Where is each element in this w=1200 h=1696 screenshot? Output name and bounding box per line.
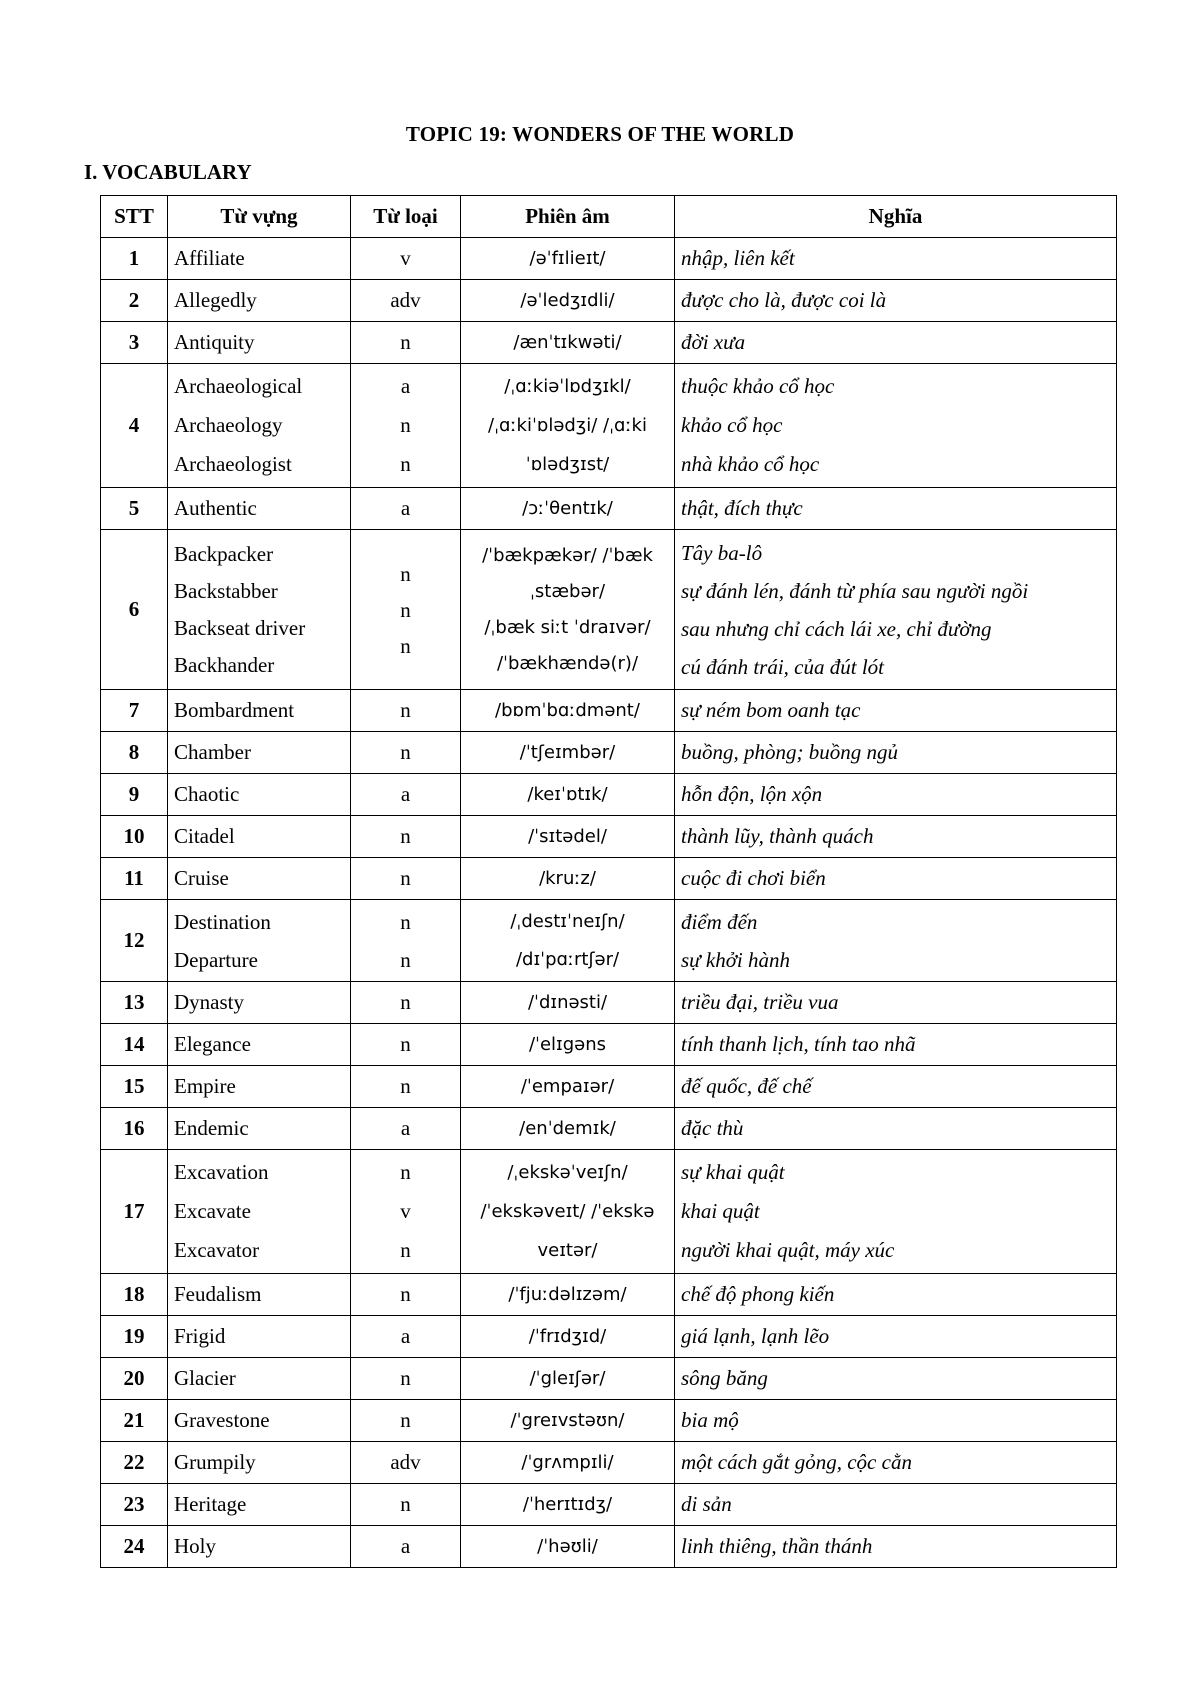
phonetic-cell (461, 238, 675, 280)
vocab-word: Cruise (174, 866, 229, 890)
meaning-text: cú đánh trái, của đút lót (681, 654, 884, 679)
table-row (101, 900, 1117, 982)
vocab-word: Allegedly (174, 288, 257, 312)
phonetic-cell (461, 732, 675, 774)
meaning-cell (675, 774, 1117, 816)
phonetic-cell (461, 1108, 675, 1150)
meaning-text: bia mộ (681, 1408, 739, 1432)
meaning-text: nhà khảo cổ học (681, 452, 820, 476)
phonetic-transcription: /ˈsɪtədel/ (528, 825, 607, 847)
vocab-word: Dynasty (174, 990, 244, 1014)
vocab-word: Gravestone (174, 1408, 270, 1432)
phonetic-transcription: /ˈfrɪdʒɪd/ (528, 1325, 607, 1347)
part-of-speech: adv (390, 1450, 421, 1474)
meaning-text: sự ném bom oanh tạc (681, 698, 861, 722)
part-of-speech-cell (351, 1066, 461, 1108)
part-of-speech: n (400, 1282, 411, 1306)
meaning-text: sông băng (681, 1366, 768, 1390)
vocab-word-cell (168, 1066, 351, 1108)
part-of-speech: n (400, 1238, 411, 1262)
phonetic-transcription: /ˈbækhændə(r)/ (496, 652, 639, 674)
phonetic-transcription: /ˈgleɪʃər/ (529, 1367, 606, 1389)
meaning-cell (675, 280, 1117, 322)
row-number: 7 (101, 690, 168, 732)
part-of-speech: n (400, 1074, 411, 1098)
row-number: 13 (101, 982, 168, 1024)
meaning-cell (675, 816, 1117, 858)
meaning-cell (675, 858, 1117, 900)
part-of-speech: n (400, 990, 411, 1014)
part-of-speech: n (400, 1366, 411, 1390)
part-of-speech: a (400, 782, 411, 806)
table-row (101, 1274, 1117, 1316)
part-of-speech-cell (351, 900, 461, 982)
vocab-word: Archaeology (174, 413, 283, 437)
meaning-text: điểm đến (681, 909, 758, 934)
vocab-word-cell (168, 1108, 351, 1150)
header-stt: STT (101, 196, 168, 238)
meaning-cell (675, 732, 1117, 774)
row-number: 8 (101, 732, 168, 774)
vocab-word-cell (168, 238, 351, 280)
part-of-speech: n (400, 452, 411, 476)
meaning-text: chế độ phong kiến (681, 1282, 835, 1306)
meaning-text: một cách gắt gỏng, cộc cằn (681, 1450, 912, 1474)
part-of-speech-cell (351, 1358, 461, 1400)
phonetic-transcription: ˈɒlədʒɪst/ (525, 454, 610, 475)
vocab-word: Archaeologist (174, 452, 292, 476)
vocab-word-cell (168, 322, 351, 364)
table-row (101, 774, 1117, 816)
part-of-speech: n (400, 909, 411, 934)
vocab-word-cell (168, 1442, 351, 1484)
meaning-text: tính thanh lịch, tính tao nhã (681, 1032, 916, 1056)
part-of-speech: n (400, 633, 411, 658)
meaning-text: buồng, phòng; buồng ngủ (681, 740, 898, 764)
vocab-word-cell (168, 858, 351, 900)
part-of-speech-cell (351, 1150, 461, 1274)
table-row (101, 280, 1117, 322)
row-number: 6 (101, 530, 168, 690)
table-row (101, 858, 1117, 900)
meaning-cell (675, 900, 1117, 982)
vocab-word-cell (168, 1274, 351, 1316)
part-of-speech-cell (351, 1484, 461, 1526)
header-ipa: Phiên âm (461, 196, 675, 238)
phonetic-transcription: /ˈbækpækər/ /ˈbæk (482, 544, 653, 566)
vocab-word: Destination (174, 909, 271, 934)
part-of-speech: n (400, 1408, 411, 1432)
part-of-speech-cell (351, 1526, 461, 1568)
table-row (101, 1150, 1117, 1274)
vocab-word-cell (168, 1150, 351, 1274)
row-number: 2 (101, 280, 168, 322)
phonetic-cell (461, 900, 675, 982)
phonetic-cell (461, 858, 675, 900)
row-number: 17 (101, 1150, 168, 1274)
part-of-speech-cell (351, 774, 461, 816)
header-meaning: Nghĩa (675, 196, 1117, 238)
phonetic-transcription: /enˈdemɪk/ (519, 1117, 616, 1139)
phonetic-cell (461, 1316, 675, 1358)
meaning-cell (675, 690, 1117, 732)
phonetic-transcription: /ˈhəʊli/ (537, 1535, 598, 1557)
vocab-word-cell (168, 1526, 351, 1568)
vocab-word: Antiquity (174, 330, 255, 354)
phonetic-transcription: veɪtər/ (537, 1240, 598, 1261)
meaning-cell (675, 1316, 1117, 1358)
vocab-word: Glacier (174, 1366, 236, 1390)
part-of-speech-cell (351, 732, 461, 774)
phonetic-transcription: /dɪˈpɑːrtʃər/ (515, 948, 620, 970)
meaning-text: linh thiêng, thần thánh (681, 1534, 873, 1558)
vocab-word: Backstabber (174, 578, 278, 603)
part-of-speech: n (400, 1492, 411, 1516)
vocab-word: Departure (174, 947, 258, 972)
vocab-word: Citadel (174, 824, 235, 848)
vocab-word-cell (168, 774, 351, 816)
row-number: 15 (101, 1066, 168, 1108)
meaning-text: đặc thù (681, 1116, 744, 1140)
meaning-text: nhập, liên kết (681, 246, 795, 270)
vocab-word: Backseat driver (174, 615, 306, 640)
part-of-speech-cell (351, 816, 461, 858)
vocab-word-cell (168, 1316, 351, 1358)
table-row (101, 690, 1117, 732)
header-word: Từ vựng (168, 196, 351, 238)
meaning-cell (675, 530, 1117, 690)
vocab-word: Archaeological (174, 374, 303, 398)
vocab-word: Chamber (174, 740, 251, 764)
meaning-text: thuộc khảo cổ học (681, 374, 835, 398)
meaning-text: di sản (681, 1492, 732, 1516)
part-of-speech-cell (351, 690, 461, 732)
row-number: 4 (101, 364, 168, 488)
phonetic-cell (461, 1442, 675, 1484)
part-of-speech: n (400, 1160, 411, 1184)
meaning-text: sự khai quật (681, 1160, 785, 1184)
section-heading: I. VOCABULARY (84, 160, 252, 184)
phonetic-transcription: /əˈfɪlieɪt/ (529, 247, 606, 269)
phonetic-transcription: /ˌɑːkiˈɒlədʒi/ /ˌɑːki (488, 415, 647, 436)
phonetic-transcription: /kruːz/ (539, 867, 596, 889)
table-row (101, 1526, 1117, 1568)
vocab-word-cell (168, 690, 351, 732)
phonetic-cell (461, 530, 675, 690)
phonetic-transcription: /ˈgrʌmpɪli/ (521, 1451, 614, 1473)
part-of-speech-cell (351, 1400, 461, 1442)
part-of-speech: v (400, 1199, 411, 1223)
part-of-speech-cell (351, 364, 461, 488)
meaning-text: đời xưa (681, 330, 746, 354)
phonetic-cell (461, 322, 675, 364)
vocab-word: Holy (174, 1534, 216, 1558)
meaning-cell (675, 1066, 1117, 1108)
phonetic-transcription: /ˈgreɪvstəʊn/ (510, 1409, 625, 1431)
part-of-speech-cell (351, 1108, 461, 1150)
part-of-speech-cell (351, 858, 461, 900)
row-number: 22 (101, 1442, 168, 1484)
meaning-text: đế quốc, đế chế (681, 1074, 812, 1098)
part-of-speech: n (400, 597, 411, 622)
phonetic-transcription: /ænˈtɪkwəti/ (513, 331, 622, 353)
meaning-text: sự đánh lén, đánh từ phía sau người ngồi (681, 578, 1029, 603)
vocab-word-cell (168, 488, 351, 530)
part-of-speech: n (400, 698, 411, 722)
vocab-word: Grumpily (174, 1450, 256, 1474)
page-title: TOPIC 19: WONDERS OF THE WORLD (405, 122, 795, 146)
part-of-speech-cell (351, 1316, 461, 1358)
part-of-speech: n (400, 330, 411, 354)
table-header-row (101, 196, 1117, 238)
meaning-text: triều đại, triều vua (681, 990, 839, 1014)
phonetic-cell (461, 364, 675, 488)
phonetic-transcription: /ˈtʃeɪmbər/ (519, 741, 616, 763)
table-row (101, 1316, 1117, 1358)
vocab-word: Feudalism (174, 1282, 262, 1306)
phonetic-transcription: /bɒmˈbɑːdmənt/ (495, 699, 640, 721)
row-number: 9 (101, 774, 168, 816)
table-row (101, 816, 1117, 858)
phonetic-transcription: /ˈfjuːdəlɪzəm/ (508, 1283, 627, 1305)
phonetic-transcription: /ˈdɪnəsti/ (527, 991, 608, 1013)
phonetic-cell (461, 1400, 675, 1442)
vocab-word: Empire (174, 1074, 236, 1098)
row-number: 18 (101, 1274, 168, 1316)
row-number: 1 (101, 238, 168, 280)
phonetic-cell (461, 1358, 675, 1400)
vocab-word-cell (168, 732, 351, 774)
vocab-word-cell (168, 1024, 351, 1066)
meaning-text: người khai quật, máy xúc (681, 1238, 895, 1262)
phonetic-transcription: ˌstæbər/ (529, 580, 606, 602)
phonetic-transcription: /ˈherɪtɪdʒ/ (522, 1493, 613, 1515)
table-row (101, 488, 1117, 530)
vocab-word: Excavation (174, 1160, 269, 1184)
phonetic-transcription: /əˈledʒɪdli/ (520, 289, 615, 311)
vocab-word: Chaotic (174, 782, 240, 806)
vocab-word-cell (168, 1358, 351, 1400)
table-row (101, 1358, 1117, 1400)
part-of-speech-cell (351, 488, 461, 530)
meaning-cell (675, 1358, 1117, 1400)
row-number: 16 (101, 1108, 168, 1150)
phonetic-cell (461, 488, 675, 530)
vocab-word-cell (168, 280, 351, 322)
phonetic-transcription: /ˌbæk siːt ˈdraɪvər/ (484, 616, 651, 638)
table-row (101, 238, 1117, 280)
meaning-cell (675, 1024, 1117, 1066)
meaning-text: sự khởi hành (681, 947, 790, 972)
part-of-speech-cell (351, 530, 461, 690)
vocab-word-cell (168, 982, 351, 1024)
meaning-text: khai quật (681, 1199, 760, 1223)
part-of-speech-cell (351, 280, 461, 322)
part-of-speech: n (400, 1032, 411, 1056)
phonetic-transcription: /ˌɑːkiəˈlɒdʒɪkl/ (504, 376, 631, 397)
part-of-speech: n (400, 740, 411, 764)
part-of-speech: a (400, 1534, 411, 1558)
meaning-text: thật, đích thực (681, 496, 803, 520)
table-row (101, 1400, 1117, 1442)
part-of-speech-cell (351, 1024, 461, 1066)
meaning-cell (675, 1484, 1117, 1526)
vocab-word: Heritage (174, 1492, 247, 1516)
table-row (101, 732, 1117, 774)
table-row (101, 1024, 1117, 1066)
phonetic-cell (461, 774, 675, 816)
meaning-cell (675, 238, 1117, 280)
meaning-cell (675, 1400, 1117, 1442)
vocab-word-cell (168, 816, 351, 858)
row-number: 23 (101, 1484, 168, 1526)
part-of-speech: a (400, 1116, 411, 1140)
phonetic-transcription: /ˌdestɪˈneɪʃn/ (510, 910, 625, 932)
phonetic-cell (461, 1024, 675, 1066)
meaning-text: Tây ba-lô (681, 540, 763, 565)
vocab-word: Elegance (174, 1032, 251, 1056)
table-body (101, 238, 1117, 1568)
part-of-speech: a (400, 496, 411, 520)
part-of-speech: v (400, 246, 411, 270)
phonetic-transcription: /ˈekskəveɪt/ /ˈekskə (480, 1201, 655, 1222)
vocab-word-cell (168, 530, 351, 690)
part-of-speech: n (400, 824, 411, 848)
row-number: 11 (101, 858, 168, 900)
vocab-word-cell (168, 900, 351, 982)
meaning-text: thành lũy, thành quách (681, 824, 874, 848)
vocab-word-cell (168, 364, 351, 488)
table-row (101, 364, 1117, 488)
vocab-word: Authentic (174, 496, 257, 520)
meaning-text: sau nhưng chỉ cách lái xe, chỉ đường (681, 616, 992, 641)
part-of-speech: a (400, 1324, 411, 1348)
meaning-text: được cho là, được coi là (681, 288, 887, 312)
part-of-speech: adv (390, 288, 421, 312)
row-number: 14 (101, 1024, 168, 1066)
part-of-speech: n (400, 866, 411, 890)
meaning-cell (675, 488, 1117, 530)
table-row (101, 982, 1117, 1024)
part-of-speech-cell (351, 322, 461, 364)
meaning-text: giá lạnh, lạnh lẽo (681, 1324, 830, 1348)
phonetic-cell (461, 1526, 675, 1568)
meaning-text: cuộc đi chơi biển (681, 866, 826, 890)
phonetic-cell (461, 982, 675, 1024)
vocab-word: Excavator (174, 1238, 260, 1262)
part-of-speech: n (400, 947, 411, 972)
row-number: 3 (101, 322, 168, 364)
meaning-text: hỗn độn, lộn xộn (681, 782, 823, 806)
phonetic-transcription: /ˈempaɪər/ (520, 1075, 615, 1097)
phonetic-cell (461, 816, 675, 858)
vocab-word: Bombardment (174, 698, 295, 722)
vocab-word: Backhander (174, 652, 275, 677)
row-number: 20 (101, 1358, 168, 1400)
phonetic-transcription: /keɪˈɒtɪk/ (527, 783, 608, 805)
phonetic-cell (461, 1150, 675, 1274)
row-number: 19 (101, 1316, 168, 1358)
vocab-word: Frigid (174, 1324, 226, 1348)
phonetic-cell (461, 1274, 675, 1316)
part-of-speech: n (400, 413, 411, 437)
phonetic-transcription: /ɔːˈθentɪk/ (522, 497, 613, 519)
table-row (101, 1066, 1117, 1108)
row-number: 12 (101, 900, 168, 982)
part-of-speech-cell (351, 1442, 461, 1484)
part-of-speech: n (400, 561, 411, 586)
meaning-cell (675, 364, 1117, 488)
part-of-speech: a (400, 374, 411, 398)
row-number: 24 (101, 1526, 168, 1568)
part-of-speech-cell (351, 1274, 461, 1316)
vocab-word: Affiliate (174, 246, 245, 270)
vocab-word-cell (168, 1484, 351, 1526)
meaning-cell (675, 1442, 1117, 1484)
header-pos: Từ loại (351, 196, 461, 238)
meaning-cell (675, 1150, 1117, 1274)
table-row (101, 1484, 1117, 1526)
meaning-text: khảo cổ học (681, 413, 783, 437)
meaning-cell (675, 322, 1117, 364)
vocabulary-table (100, 195, 1117, 1568)
meaning-cell (675, 982, 1117, 1024)
meaning-cell (675, 1274, 1117, 1316)
meaning-cell (675, 1526, 1117, 1568)
table-row (101, 1442, 1117, 1484)
phonetic-cell (461, 1484, 675, 1526)
meaning-cell (675, 1108, 1117, 1150)
vocab-word-cell (168, 1400, 351, 1442)
row-number: 21 (101, 1400, 168, 1442)
phonetic-cell (461, 1066, 675, 1108)
phonetic-transcription: /ˌekskəˈveɪʃn/ (507, 1162, 628, 1183)
part-of-speech-cell (351, 238, 461, 280)
row-number: 10 (101, 816, 168, 858)
part-of-speech-cell (351, 982, 461, 1024)
table-row (101, 322, 1117, 364)
phonetic-transcription: /ˈelɪgəns (528, 1033, 607, 1055)
vocab-word: Excavate (174, 1199, 251, 1223)
vocab-word: Endemic (174, 1116, 249, 1140)
phonetic-cell (461, 690, 675, 732)
table-row (101, 530, 1117, 690)
vocab-word: Backpacker (174, 541, 274, 566)
row-number: 5 (101, 488, 168, 530)
table-row (101, 1108, 1117, 1150)
phonetic-cell (461, 280, 675, 322)
